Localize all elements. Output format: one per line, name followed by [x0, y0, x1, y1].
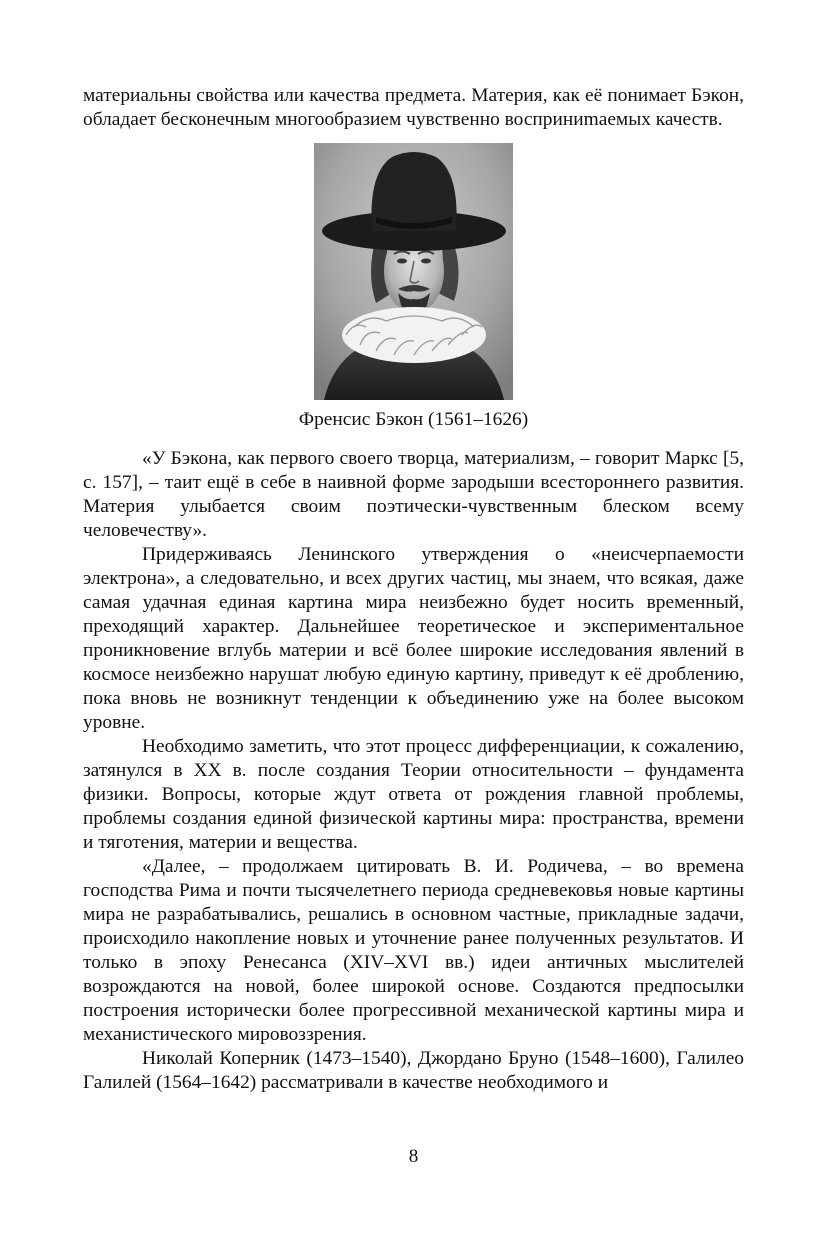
- page-number: 8: [408, 1146, 419, 1167]
- figure-caption: Френсис Бэкон (1561–1626): [298, 409, 529, 430]
- figure: [83, 143, 744, 447]
- paragraph-differentiation: Необходимо заметить, что этот процесс дифференциации, к сожалению, затянулся в XX в. после создания Теории относительности – фундамента физики. Вопросы, которые ждут ответа от рождения главной проблемы, проблемы создания единой физической картины мира: пространства, времени и тяготения, материи и вещества.: [83, 736, 744, 853]
- paragraph-continuation: материальны свойства или качества предмета. Материя, как её понимает Бэкон, обладает бесконечным многообразием чувственно восприниmаемых качеств.: [83, 85, 744, 130]
- paragraph-copernicus: Николай Коперник (1473–1540), Джордано Бруно (1548–1600), Галилео Галилей (1564–1642) рассматривали в качестве необходимого и: [83, 1048, 744, 1093]
- paragraph-marx-quote: «У Бэкона, как первого своего творца, материализм, – говорит Маркс [5, с. 157], – таит ещё в себе в наивной форме зародыши всестороннего развития. Материя улыбается своим поэтически-чувственным блеском всему человечеству».: [83, 448, 744, 541]
- portrait-francis-bacon: [314, 143, 513, 400]
- paragraph-lenin: Придерживаясь Ленинского утверждения о «неисчерпаемости электрона», а следовательно, и всех других частиц, мы знаем, что всякая, даже самая удачная единая картина мира неизбежно будет носить временный, преходящий характер. Дальнейшее теоретическое и экспериментальное проникновение вглубь материи и всё более широкие исследования явлений в космосе неизбежно нарушат любую единую картину, приведут к её дроблению, пока вновь не возникнут тенденции к объединению уже на более высоком уровне.: [83, 544, 744, 733]
- page-body: [83, 84, 744, 1095]
- paragraph-rodichev-quote: «Далее, – продолжаем цитировать В. И. Родичева, – во времена господства Рима и почти тысячелетнего периода средневековья новые картины мира не разрабатывались, решались в основном частные, прикладные задачи, происходило накопление новых и уточнение ранее полученных результатов. И только в эпоху Ренесанса (XIV–XVI вв.) идеи античных мыслителей возрождаются на новой, более широкой основе. Создаются предпосылки построения исторически более прогрессивной механической картины мира и механистического мировоззрения.: [83, 856, 744, 1045]
